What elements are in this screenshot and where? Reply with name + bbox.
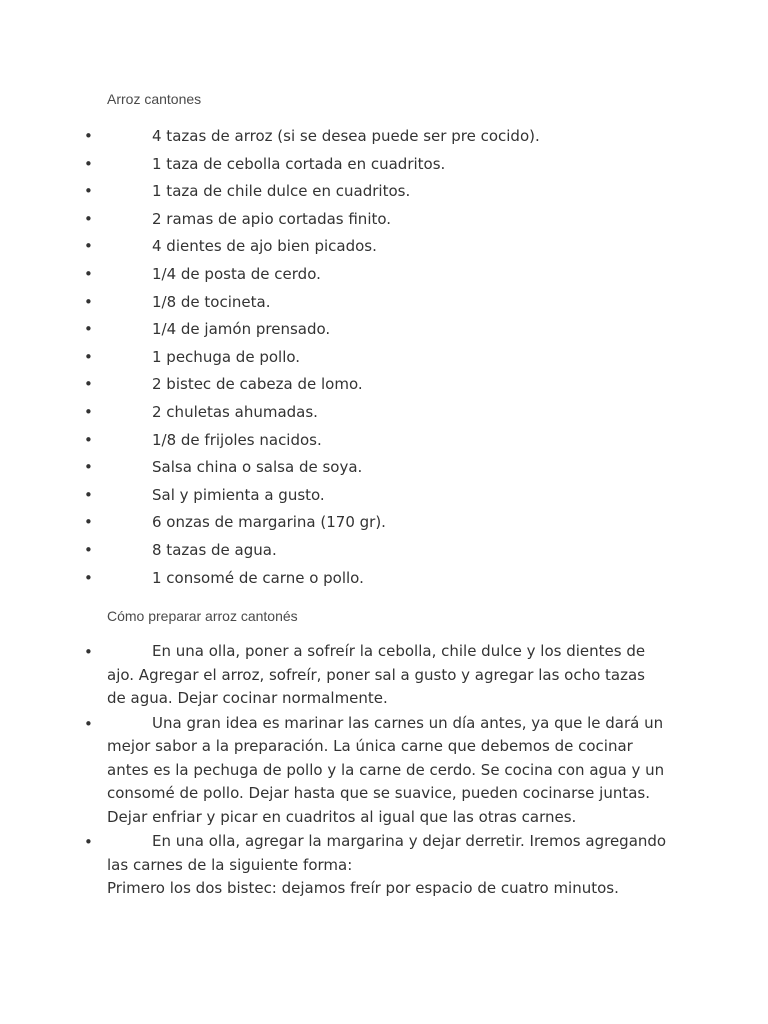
ingredient-item [0,428,700,456]
preparation-step [0,640,700,711]
ingredient-text: 1 consomé de carne o pollo. [152,568,364,587]
ingredient-item [0,234,700,262]
bullet-icon: • [84,182,93,201]
bullet-icon: • [84,714,93,733]
ingredient-item [0,207,700,235]
ingredient-item [0,317,700,345]
ingredient-text: 2 chuletas ahumadas. [152,402,318,421]
step-body [107,830,667,901]
ingredient-text: 1/4 de posta de cerdo. [152,264,321,283]
ingredient-text: 1 taza de cebolla cortada en cuadritos. [152,154,446,173]
ingredient-item [0,483,700,511]
step-body [107,712,667,830]
bullet-icon: • [84,264,93,283]
bullet-icon: • [84,833,93,851]
ingredient-item [0,400,700,428]
ingredient-item [0,124,700,152]
step-body [107,640,667,711]
bullet-icon: • [84,568,93,587]
section-heading-preparation: Cómo preparar arroz cantonés [107,608,298,624]
ingredient-item [0,566,700,594]
ingredient-text: 4 dientes de ajo bien picados. [152,237,377,256]
bullet-icon: • [84,375,93,394]
bullet-icon: • [84,430,93,449]
ingredient-text: 6 onzas de margarina (170 gr). [152,513,386,532]
ingredient-item [0,179,700,207]
ingredient-text: 1/8 de tocineta. [152,292,271,311]
ingredient-text: Sal y pimienta a gusto. [152,485,325,504]
ingredient-text: 1 pechuga de pollo. [152,347,301,366]
step-text: En una olla, poner a sofreír la cebolla, chile dulce y los dientes de ajo. Agregar el arroz, sofreír, poner sal a gusto y agregar las ocho tazas de agua. Dejar cocinar normalmente. [107,642,646,707]
ingredient-item [0,290,700,318]
bullet-icon: • [84,127,93,145]
bullet-icon: • [84,347,93,366]
bullet-icon: • [84,209,93,228]
bullet-icon: • [84,540,93,559]
ingredient-text: 1/8 de frijoles nacidos. [152,430,322,449]
ingredient-text: 2 bistec de cabeza de lomo. [152,375,363,394]
preparation-step [0,712,700,830]
ingredient-text: 1/4 de jamón prensado. [152,320,331,339]
ingredient-item [0,372,700,400]
bullet-icon: • [84,458,93,477]
step-text: En una olla, agregar la margarina y dejar derretir. Iremos agregando las carnes de la siguiente forma: [107,832,667,874]
ingredient-text: Salsa china o salsa de soya. [152,458,363,477]
bullet-icon: • [84,643,93,661]
bullet-icon: • [84,513,93,532]
ingredient-item [0,152,700,180]
ingredient-text: 1 taza de chile dulce en cuadritos. [152,182,411,201]
preparation-step [0,830,700,901]
ingredient-item [0,538,700,566]
bullet-icon: • [84,237,93,256]
ingredient-text: 2 ramas de apio cortadas finito. [152,209,392,228]
step-continuation-text: Primero los dos bistec: dejamos freír por espacio de cuatro minutos. [107,879,619,897]
ingredient-item [0,455,700,483]
preparation-steps-list [0,640,700,902]
ingredient-item [0,345,700,373]
step-text: Una gran idea es marinar las carnes un día antes, ya que le dará un mejor sabor a la preparación. La única carne que debemos de cocinar antes es la pechuga de pollo y la carne de cerdo. Se cocina con agua y un consomé de pollo. Dejar hasta que se suavice, pueden cocinarse juntas. Dejar enfriar y picar en cuadritos al igual que las otras carnes. [107,713,665,826]
ingredient-item [0,262,700,290]
ingredient-text: 4 tazas de arroz (si se desea puede ser pre cocido). [152,127,540,145]
bullet-icon: • [84,154,93,173]
section-heading-ingredients: Arroz cantones [107,91,202,107]
bullet-icon: • [84,485,93,504]
ingredient-list [0,124,700,593]
ingredient-text: 8 tazas de agua. [152,540,277,559]
bullet-icon: • [84,320,93,339]
bullet-icon: • [84,402,93,421]
bullet-icon: • [84,292,93,311]
ingredient-item [0,510,700,538]
